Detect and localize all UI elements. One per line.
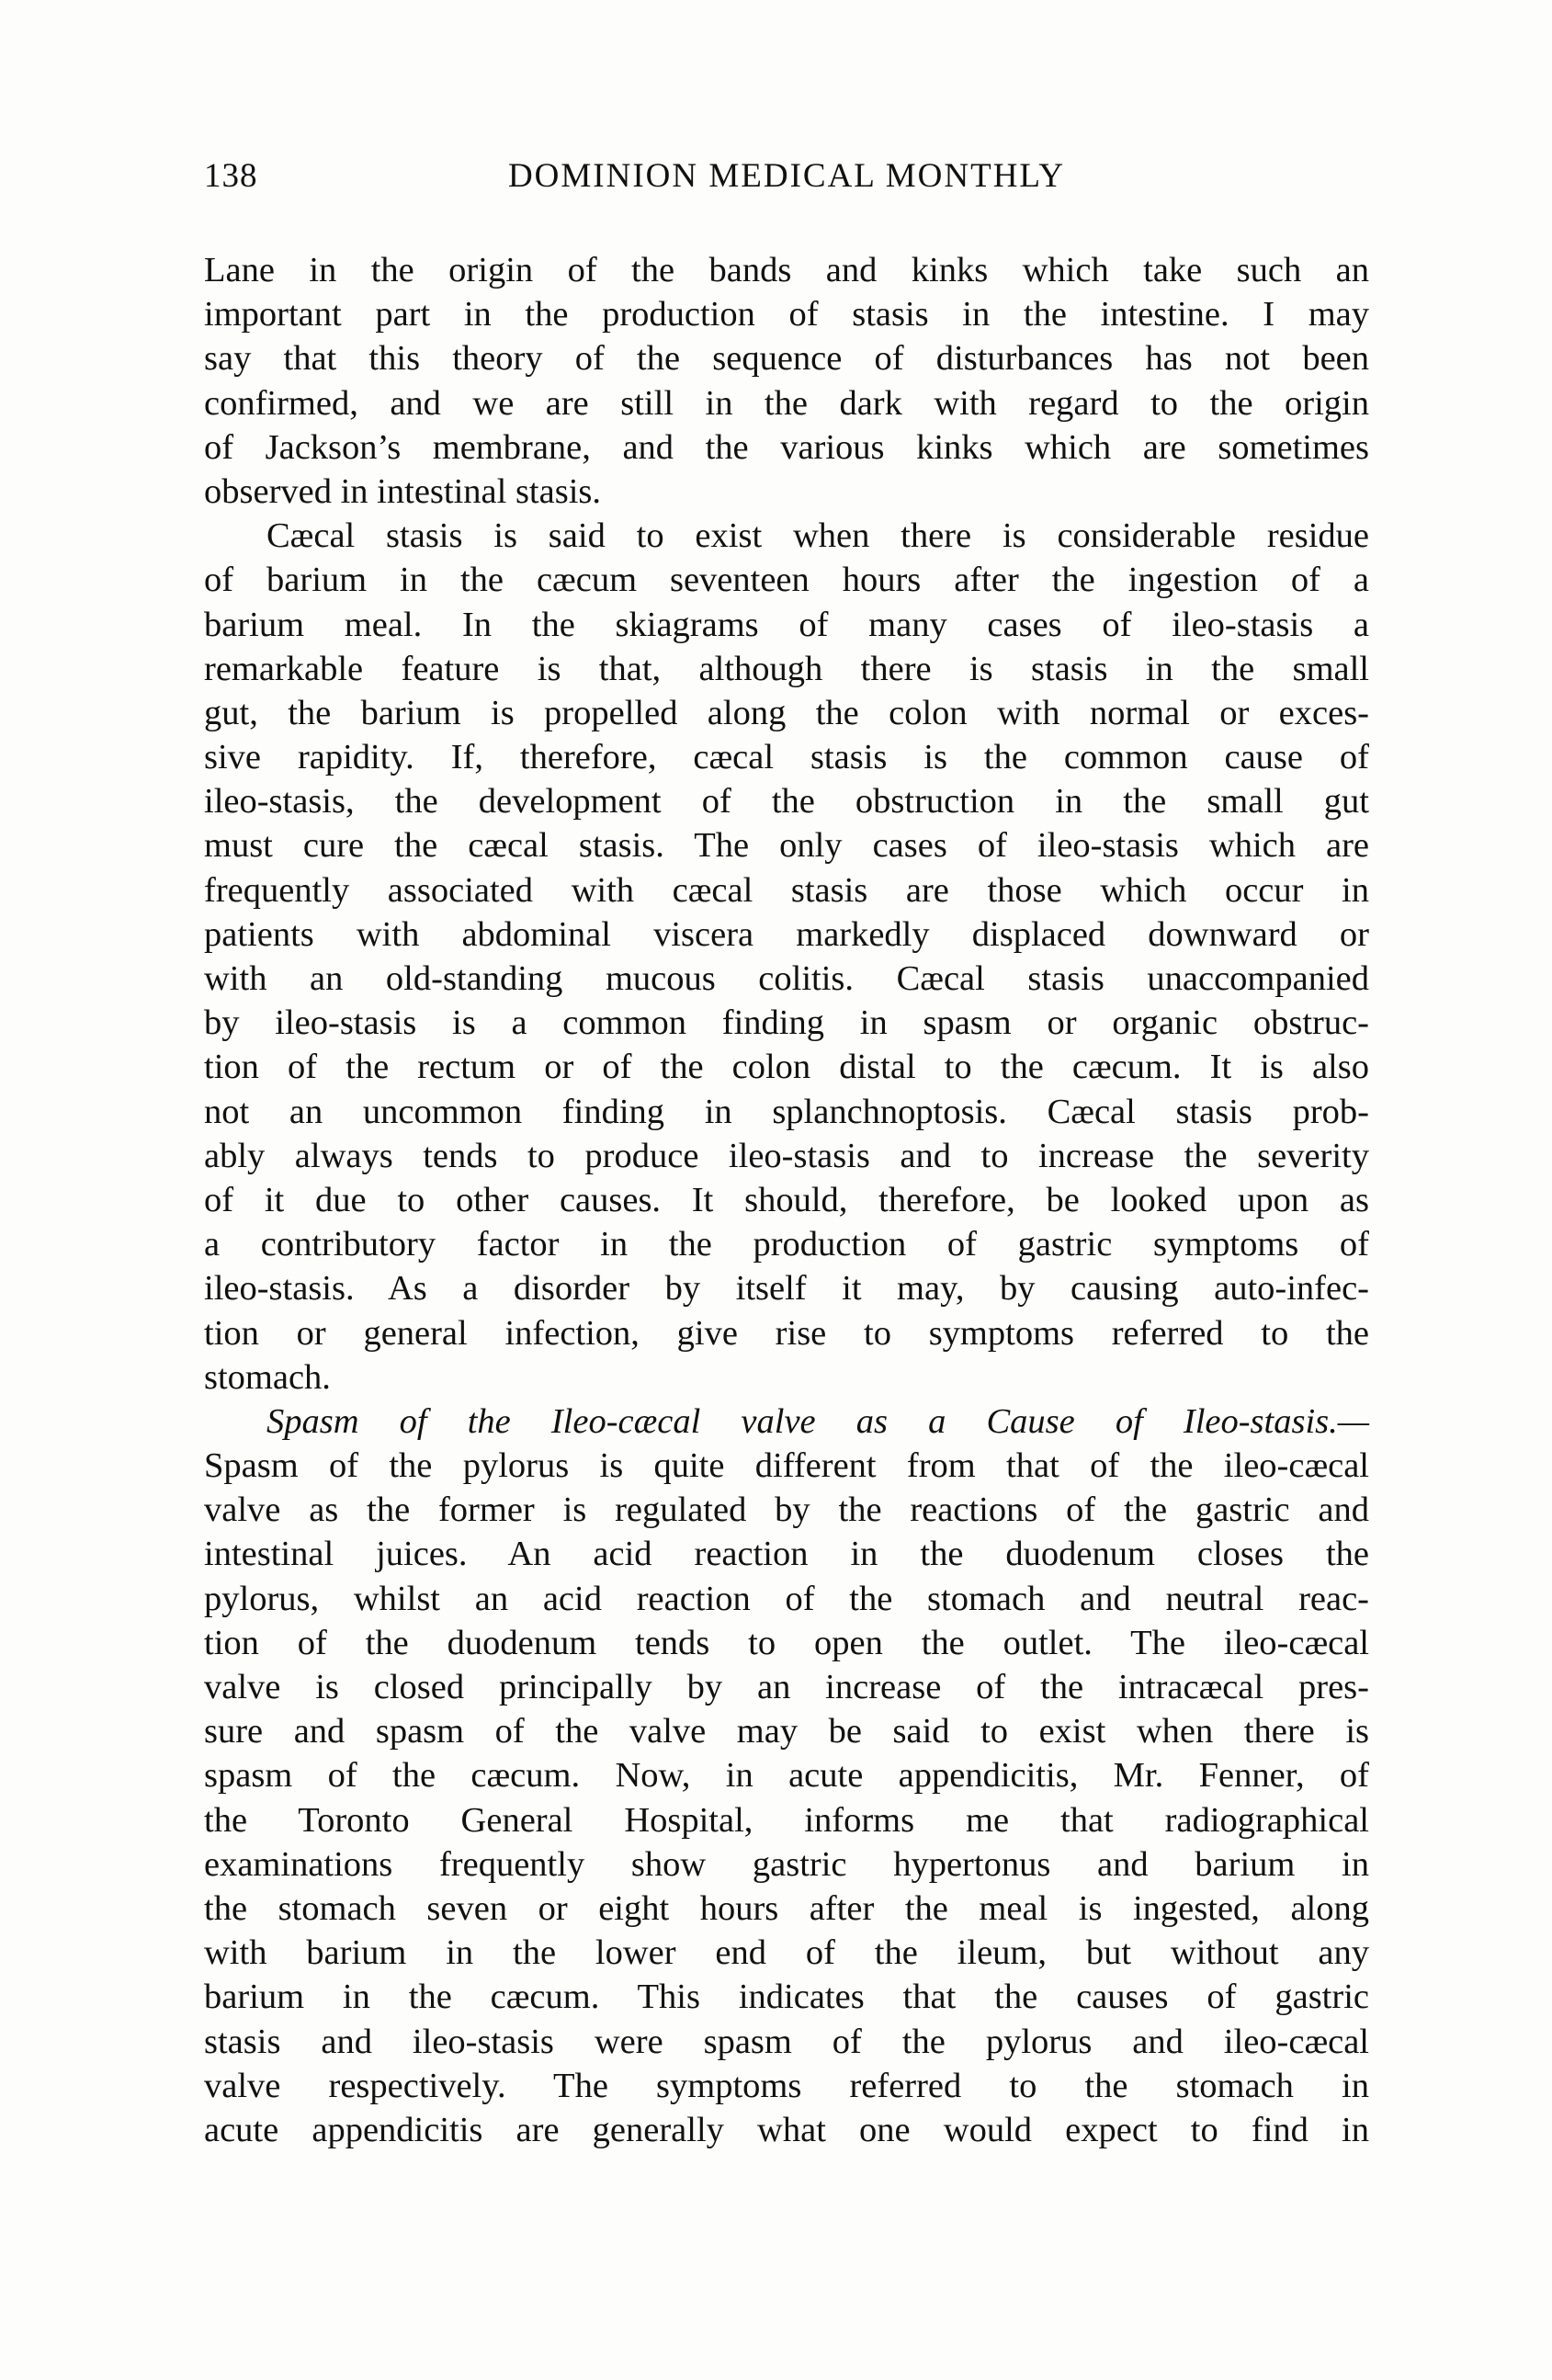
text-line: say that this theory of the sequence of disturbances has not been: [204, 339, 1369, 379]
article-body: [204, 248, 1369, 2152]
section-heading: Spasm of the Ileo-cæcal valve as a Cause of Ileo-stasis.—: [266, 1401, 1369, 1441]
text-line: observed in intestinal stasis.: [204, 471, 601, 511]
text-line: barium in the cæcum. This indicates that the causes of gastric: [204, 1978, 1369, 2017]
text-line: gut, the barium is propelled along the colon with normal or exces-: [204, 693, 1369, 732]
text-line: ably always tends to produce ileo-stasis and to increase the severity: [204, 1136, 1369, 1175]
text-line: the stomach seven or eight hours after the meal is ingested, along: [204, 1888, 1369, 1928]
page-number: 138: [204, 157, 258, 195]
text-line: barium meal. In the skiagrams of many cases of ileo-stasis a: [204, 605, 1369, 644]
text-line: with barium in the lower end of the ileum, but without any: [204, 1933, 1369, 1973]
text-line: sive rapidity. If, therefore, cæcal stasis is the common cause of: [204, 738, 1369, 777]
text-line: sure and spasm of the valve may be said to exist when there is: [204, 1712, 1369, 1751]
text-line: confirmed, and we are still in the dark with regard to the origin: [204, 383, 1369, 423]
text-line: with an old-standing mucous colitis. Cæcal stasis unaccompanied: [204, 959, 1369, 998]
text-line: acute appendicitis are generally what one would expect to find in: [204, 2110, 1369, 2149]
text-line: by ileo-stasis is a common finding in spasm or organic obstruc-: [204, 1003, 1369, 1043]
text-line: not an uncommon finding in splanchnoptosis. Cæcal stasis prob-: [204, 1092, 1369, 1131]
text-line: Cæcal stasis is said to exist when there is considerable residue: [266, 516, 1369, 556]
text-line: of Jackson’s membrane, and the various kinks which are sometimes: [204, 427, 1369, 467]
text-line: important part in the production of stasis in the intestine. I may: [204, 295, 1369, 334]
text-line: stasis and ileo-stasis were spasm of the pylorus and ileo-cæcal: [204, 2022, 1369, 2061]
text-line: Spasm of the pylorus is quite different from that of the ileo-cæcal: [204, 1446, 1369, 1486]
text-line: intestinal juices. An acid reaction in the duodenum closes the: [204, 1535, 1369, 1574]
text-line: remarkable feature is that, although there is stasis in the small: [204, 649, 1369, 688]
text-line: tion of the duodenum tends to open the outlet. The ileo-cæcal: [204, 1623, 1369, 1662]
text-line: spasm of the cæcum. Now, in acute appendicitis, Mr. Fenner, of: [204, 1756, 1369, 1796]
text-line: patients with abdominal viscera markedly displaced downward or: [204, 914, 1369, 954]
journal-title: DOMINION MEDICAL MONTHLY: [507, 157, 1066, 195]
text-line: of barium in the cæcum seventeen hours after the ingestion of a: [204, 561, 1369, 600]
text-line: valve is closed principally by an increase of the intracæcal pres-: [204, 1668, 1369, 1706]
text-line: Lane in the origin of the bands and kinks which take such an: [204, 251, 1369, 289]
text-line: the Toronto General Hospital, informs me that radiographical: [204, 1800, 1369, 1840]
text-line: a contributory factor in the production of gastric symptoms of: [204, 1225, 1369, 1264]
text-line: examinations frequently show gastric hypertonus and barium in: [204, 1844, 1369, 1884]
text-line: valve respectively. The symptoms referred to the stomach in: [204, 2066, 1369, 2105]
text-line: of it due to other causes. It should, therefore, be looked upon as: [204, 1180, 1369, 1219]
text-line: ileo-stasis, the development of the obstruction in the small gut: [204, 782, 1369, 822]
running-head: [204, 156, 1369, 202]
text-line: tion or general infection, give rise to symptoms referred to the: [204, 1313, 1369, 1353]
text-line: tion of the rectum or of the colon distal to the cæcum. It is also: [204, 1048, 1369, 1087]
text-line: must cure the cæcal stasis. The only cases of ileo-stasis which are: [204, 826, 1369, 866]
text-line: valve as the former is regulated by the reactions of the gastric and: [204, 1490, 1369, 1530]
text-line: frequently associated with cæcal stasis are those which occur in: [204, 870, 1369, 910]
text-line: pylorus, whilst an acid reaction of the stomach and neutral reac-: [204, 1579, 1369, 1618]
text-line: ileo-stasis. As a disorder by itself it may, by causing auto-infec-: [204, 1269, 1369, 1309]
text-line: stomach.: [204, 1357, 331, 1397]
